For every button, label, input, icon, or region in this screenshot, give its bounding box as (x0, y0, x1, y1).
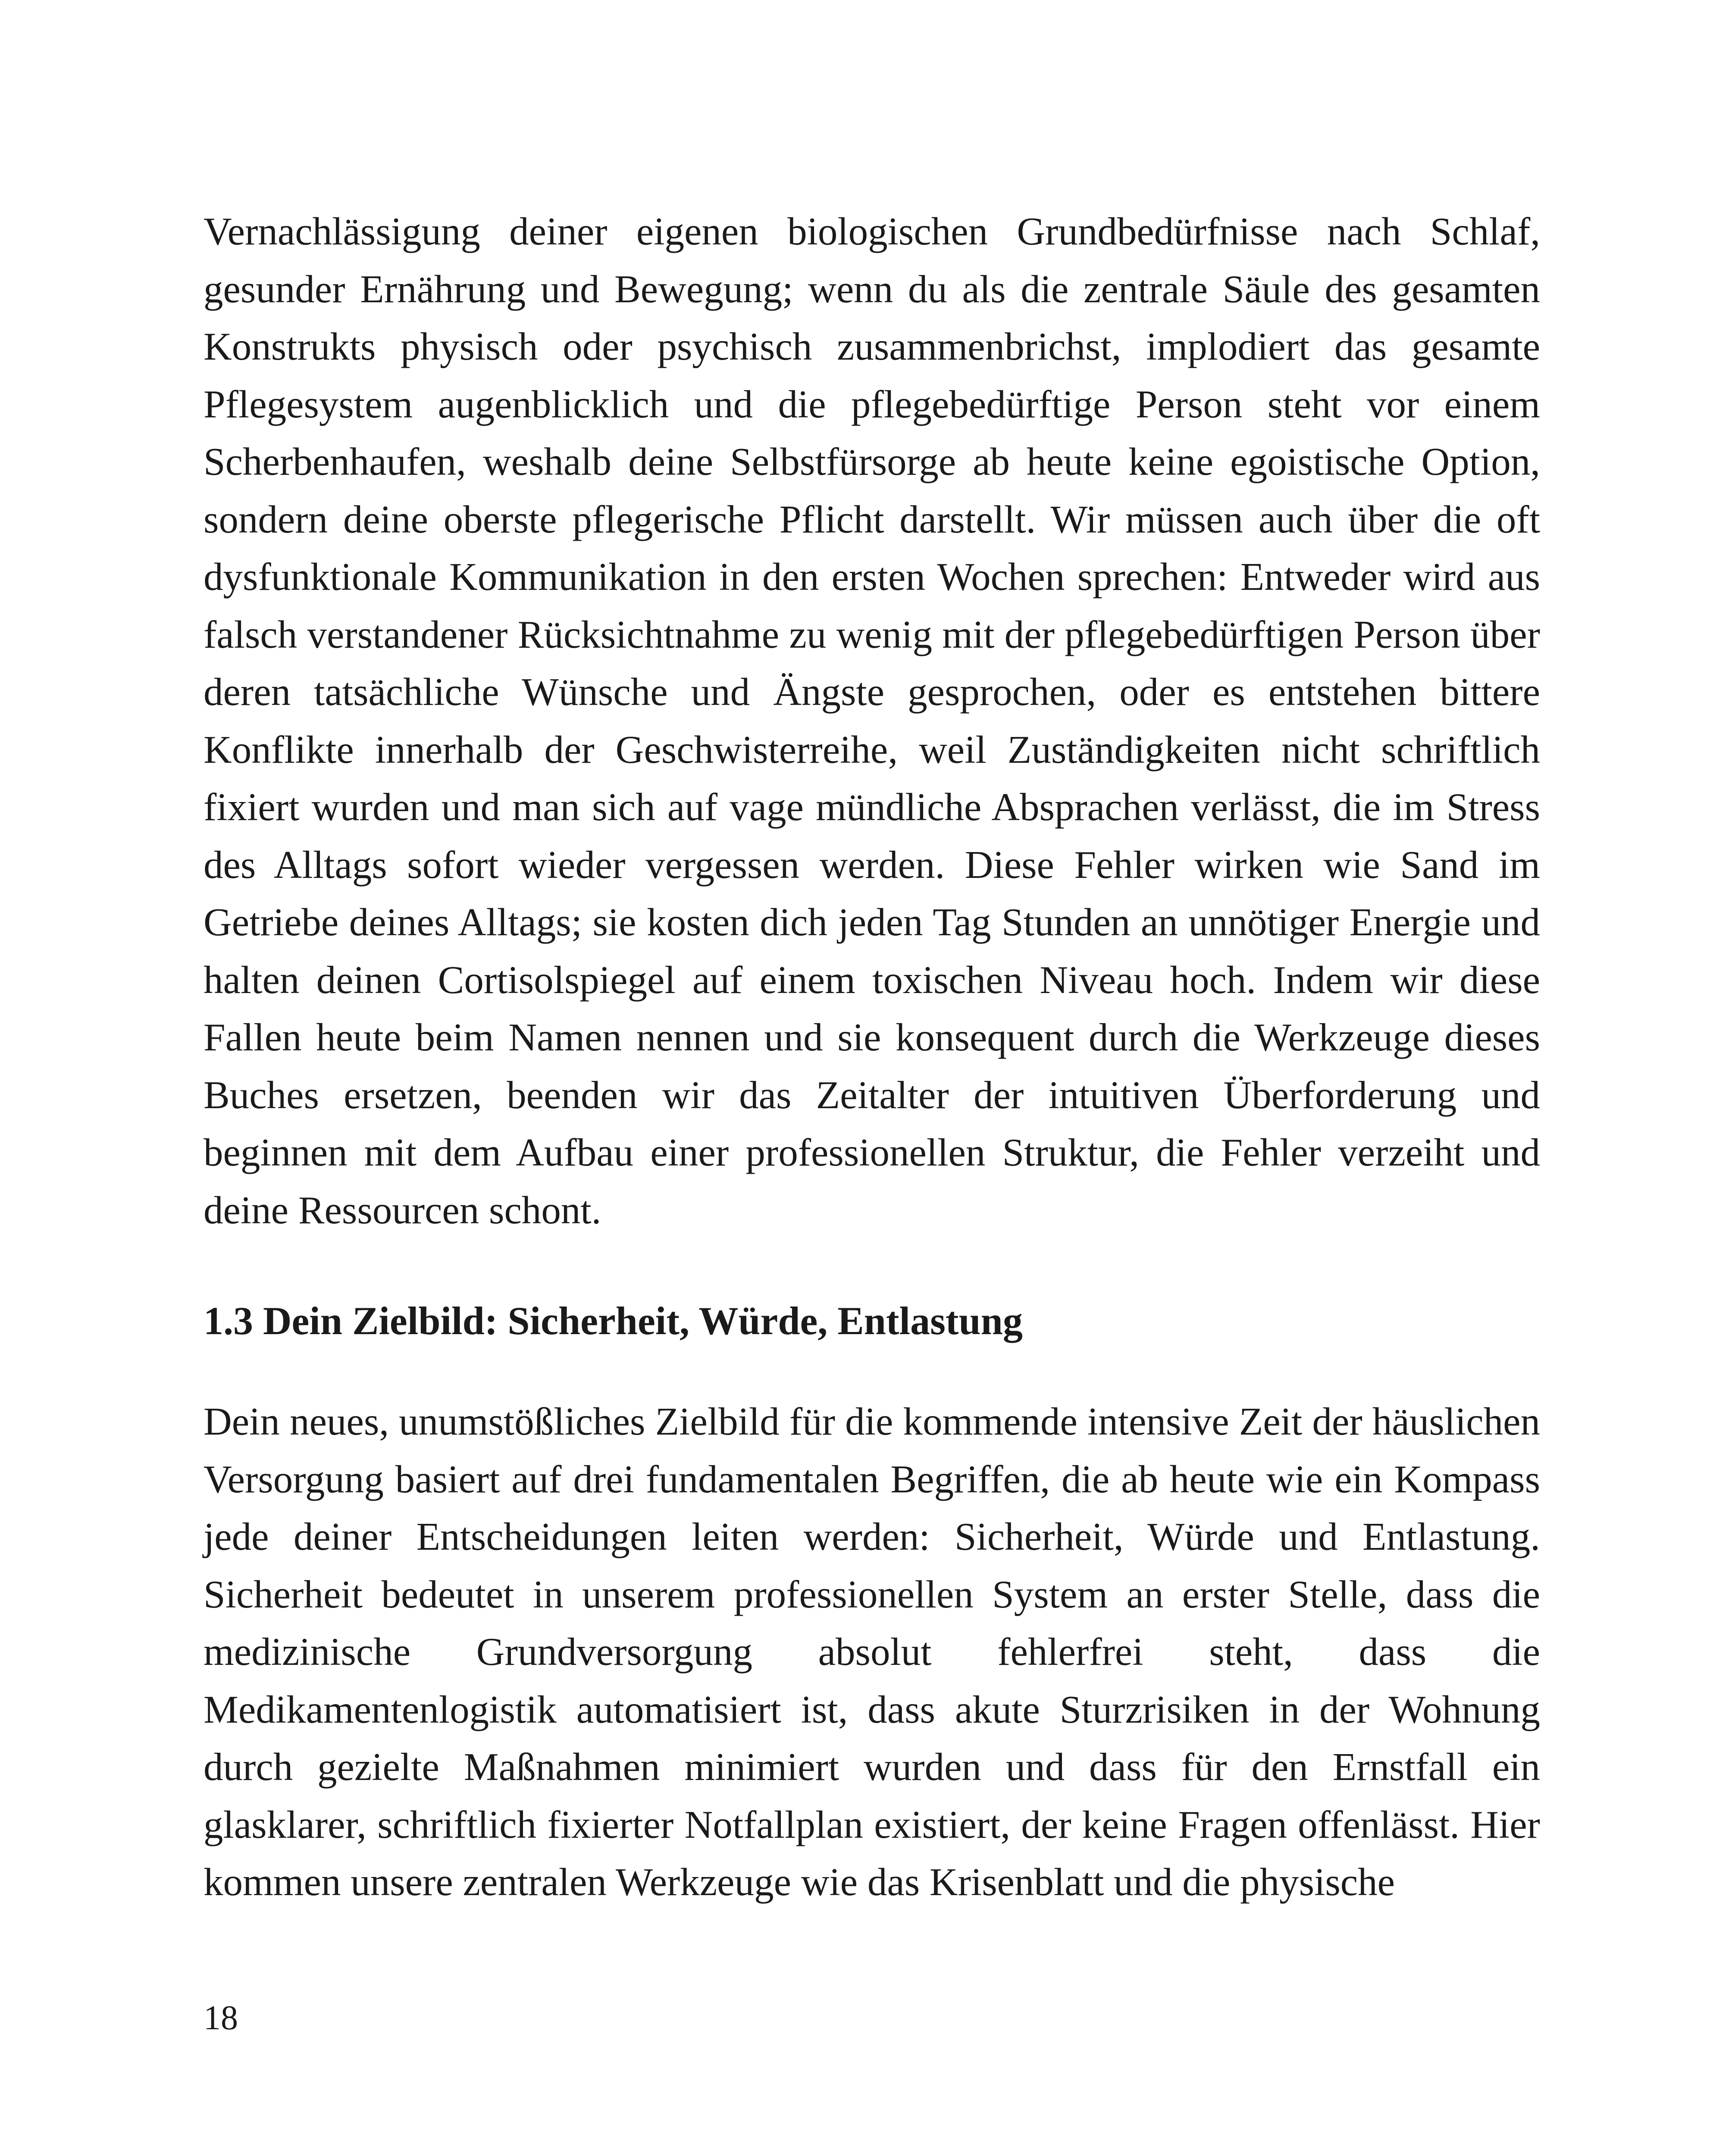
section-heading: 1.3 Dein Zielbild: Sicherheit, Würde, Entlastung (204, 1299, 1023, 1343)
body-paragraph-2: Dein neues, unumstößliches Zielbild für die kommende intensive Zeit der häuslichen Versorgung basiert auf drei fundamentalen Begriffen, die ab heute wie ein Kompass jede deiner Entscheidungen leiten werden: Sicherheit, Würde und Entlastung. Sicherheit bedeutet in unserem professionellen System an erster Stelle, dass die medizinische Grundversorgung absolut fehlerfrei steht, dass die Medikamentenlogistik automatisiert ist, dass akute Sturzrisiken in der Wohnung durch gezielte Maßnahmen minimiert wurden und dass für den Ernstfall ein glasklarer, schriftlich fixierter Notfallplan existiert, der keine Fragen offenlässt. Hier kommen unsere zentralen Werkzeuge wie das Krisenblatt und die physische (204, 1400, 1540, 1904)
page-number: 18 (204, 1999, 238, 2037)
body-paragraph-1: Vernachlässigung deiner eigenen biologischen Grundbedürfnisse nach Schlaf, gesunder Ernährung und Bewegung; wenn du als die zentrale Säule des gesamten Konstrukts physisch oder psychisch zusammenbrichst, implodiert das gesamte Pflegesystem augenblicklich und die pflegebedürftige Person steht vor einem Scherbenhaufen, weshalb deine Selbstfürsorge ab heute keine egoistische Option, sondern deine oberste pflegerische Pflicht darstellt. Wir müssen auch über die oft dysfunktionale Kommunikation in den ersten Wochen sprechen: Entweder wird aus falsch verstandener Rücksichtnahme zu wenig mit der pflegebedürftigen Person über deren tatsächliche Wünsche und Ängste gesprochen, oder es entstehen bittere Konflikte innerhalb der Geschwisterreihe, weil Zuständigkeiten nicht schriftlich fixiert wurden und man sich auf vage mündliche Absprachen verlässt, die im Stress des Alltags sofort wieder vergessen werden. Diese Fehler wirken wie Sand im Getriebe deines Alltags; sie kosten dich jeden Tag Stunden an unnötiger Energie und halten deinen Cortisolspiegel auf einem toxischen Niveau hoch. Indem wir diese Fallen heute beim Namen nennen und sie konsequent durch die Werkzeuge dieses Buches ersetzen, beenden wir das Zeitalter der intuitiven Überforderung und beginnen mit dem Aufbau einer professionellen Struktur, die Fehler verzeiht und deine Ressourcen schont. (204, 210, 1540, 1232)
